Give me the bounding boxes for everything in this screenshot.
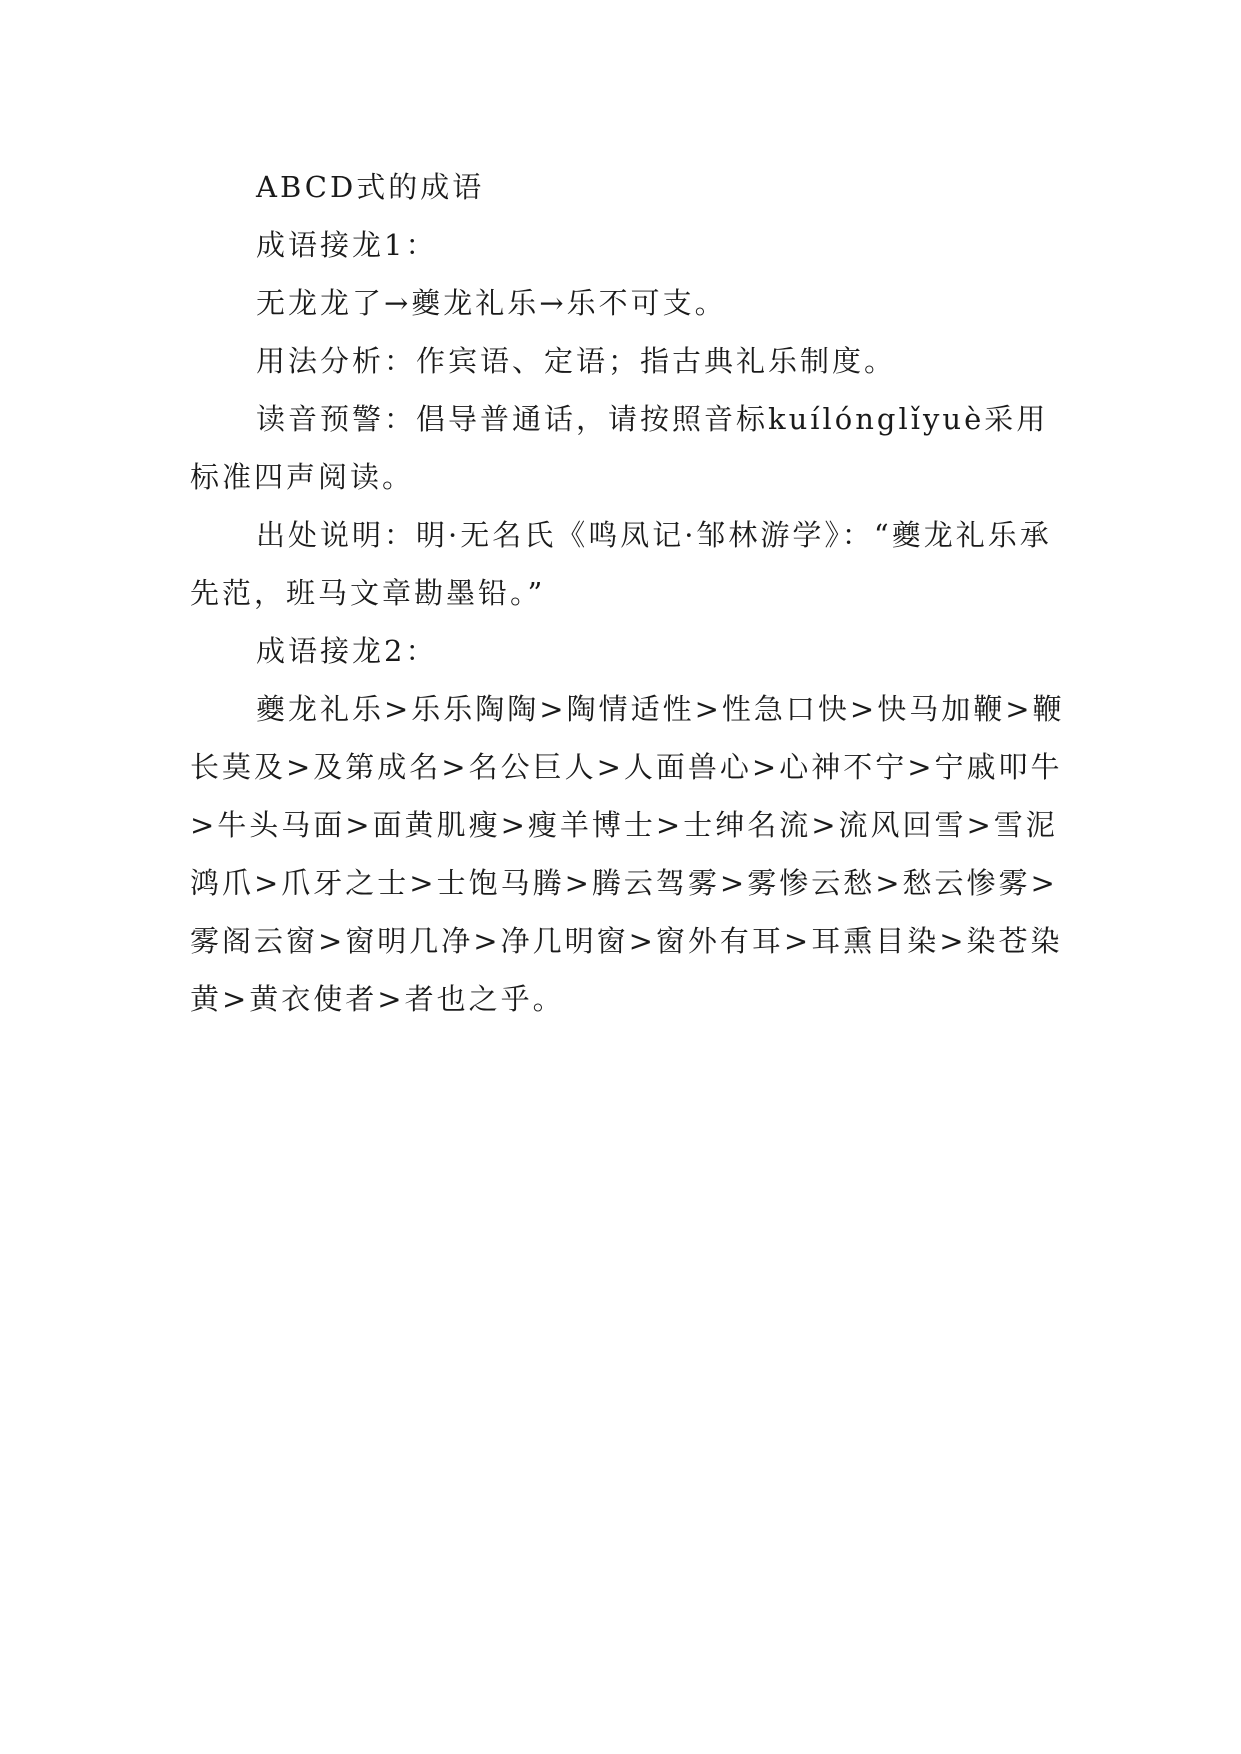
pronunciation-note: 读音预警：倡导普通话，请按照音标kuílónglǐyuè采用标准四声阅读。 (190, 402, 1049, 494)
section-title-chain-1: 成语接龙1： (256, 228, 438, 262)
heading-abcd-idioms: ABCD式的成语 (256, 170, 485, 204)
idiom-chain-2: 夔龙礼乐>乐乐陶陶>陶情适性>性急口快>快马加鞭>鞭长莫及>及第成名>名公巨人>人面兽心>心神不宁>宁戚叩牛>牛头马面>面黄肌瘦>瘦羊博士>士绅名流>流风回雪>雪泥鸿爪>爪牙之士>士饱马腾>腾云驾雾>雾惨云愁>愁云惨雾>雾阁云窗>窗明几净>净几明窗>窗外有耳>耳熏目染>染苍染黄>黄衣使者>者也之乎。 (190, 692, 1065, 1016)
source-note: 出处说明：明·无名氏《鸣凤记·邹林游学》：“夔龙礼乐承先范，班马文章勘墨铅。” (190, 518, 1052, 610)
document-body (190, 158, 1070, 1028)
section-title-chain-2: 成语接龙2： (256, 634, 438, 668)
idiom-chain-1: 无龙龙了→夔龙礼乐→乐不可支。 (256, 286, 727, 320)
usage-analysis: 用法分析：作宾语、定语；指古典礼乐制度。 (256, 344, 897, 378)
